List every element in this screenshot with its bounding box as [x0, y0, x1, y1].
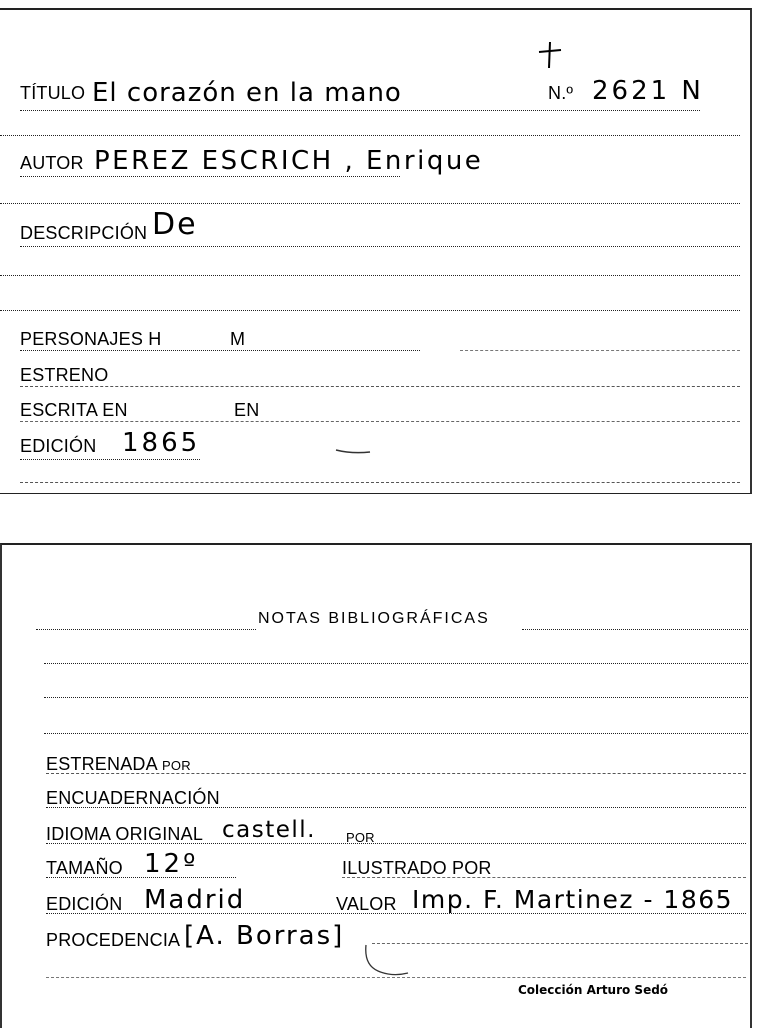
edicion-back-rule	[46, 913, 746, 914]
back-rule-3	[44, 733, 748, 734]
autor-value: PEREZ ESCRICH , Enrique	[94, 146, 484, 176]
stray-mark-2	[362, 945, 422, 985]
ilustrado-rule	[342, 877, 746, 878]
collection-stamp: Colección Arturo Sedó	[518, 983, 669, 997]
edicion-back-value: Madrid	[144, 885, 246, 915]
edicion-value: 1865	[122, 428, 201, 458]
escrita-en-label: EN	[234, 400, 260, 420]
autor-rule	[20, 176, 400, 177]
tamano-rule	[46, 877, 236, 878]
estrenada-rule	[46, 773, 746, 774]
escrita-label: ESCRITA EN	[20, 400, 128, 420]
back-rule-1	[44, 663, 748, 664]
encuadernacion-rule	[46, 807, 746, 808]
procedencia-value: [A. Borras]	[184, 921, 345, 951]
personajes-m-label: M	[230, 329, 246, 349]
personajes-rule	[20, 350, 420, 351]
idioma-rule	[46, 843, 746, 844]
idioma-por-label: por	[346, 826, 375, 846]
estreno-rule	[20, 386, 740, 387]
descripcion-value: De	[152, 207, 198, 242]
rule-2	[0, 203, 740, 204]
estreno-label: ESTRENO	[20, 365, 109, 385]
back-rule-2	[44, 697, 748, 698]
rule-1	[0, 135, 740, 136]
idioma-value: castell.	[222, 817, 316, 843]
rule-3	[0, 275, 740, 276]
valor-label: VALOR	[336, 894, 397, 914]
personajes-label: PERSONAJES H	[20, 329, 162, 349]
estrenada-label: ESTRENADA por	[46, 754, 191, 774]
procedencia-label: PROCEDENCIA	[46, 930, 181, 950]
descripcion-rule	[20, 246, 740, 247]
bottom-rule	[20, 482, 740, 483]
notas-rule-right	[522, 629, 748, 630]
valor-value: Imp. F. Martinez - 1865	[412, 885, 734, 914]
idioma-label: IDIOMA ORIGINAL	[46, 824, 204, 844]
escrita-rule	[20, 421, 740, 422]
notas-rule-left	[36, 629, 256, 630]
autor-label: AUTOR	[20, 153, 84, 173]
stray-mark	[336, 446, 376, 456]
edicion-back-label: EDICIÓN	[46, 894, 123, 914]
catalog-card-front	[0, 8, 752, 494]
personajes-rule-right	[460, 350, 740, 351]
titulo-rule	[20, 110, 700, 111]
back-rule-last	[46, 977, 746, 978]
edicion-rule	[20, 459, 200, 460]
procedencia-rule	[372, 943, 748, 944]
encuadernacion-label: ENCUADERNACIÓN	[46, 788, 220, 808]
titulo-label: TÍTULO	[20, 83, 86, 103]
rule-4	[0, 310, 740, 311]
ilustrado-label: ILUSTRADO POR	[342, 858, 492, 878]
titulo-value: El corazón en la mano	[92, 78, 402, 108]
numero-label: N.º	[548, 83, 574, 103]
numero-value: 2621 N	[592, 76, 704, 106]
catalog-card-back	[0, 543, 752, 1028]
tamano-value: 12º	[144, 849, 199, 879]
tamano-label: TAMAÑO	[46, 858, 123, 878]
cross-mark-icon	[535, 42, 565, 72]
edicion-label: EDICIÓN	[20, 436, 97, 456]
notas-heading: NOTAS BIBLIOGRÁFICAS	[258, 610, 490, 627]
descripcion-label: DESCRIPCIÓN	[20, 223, 148, 243]
